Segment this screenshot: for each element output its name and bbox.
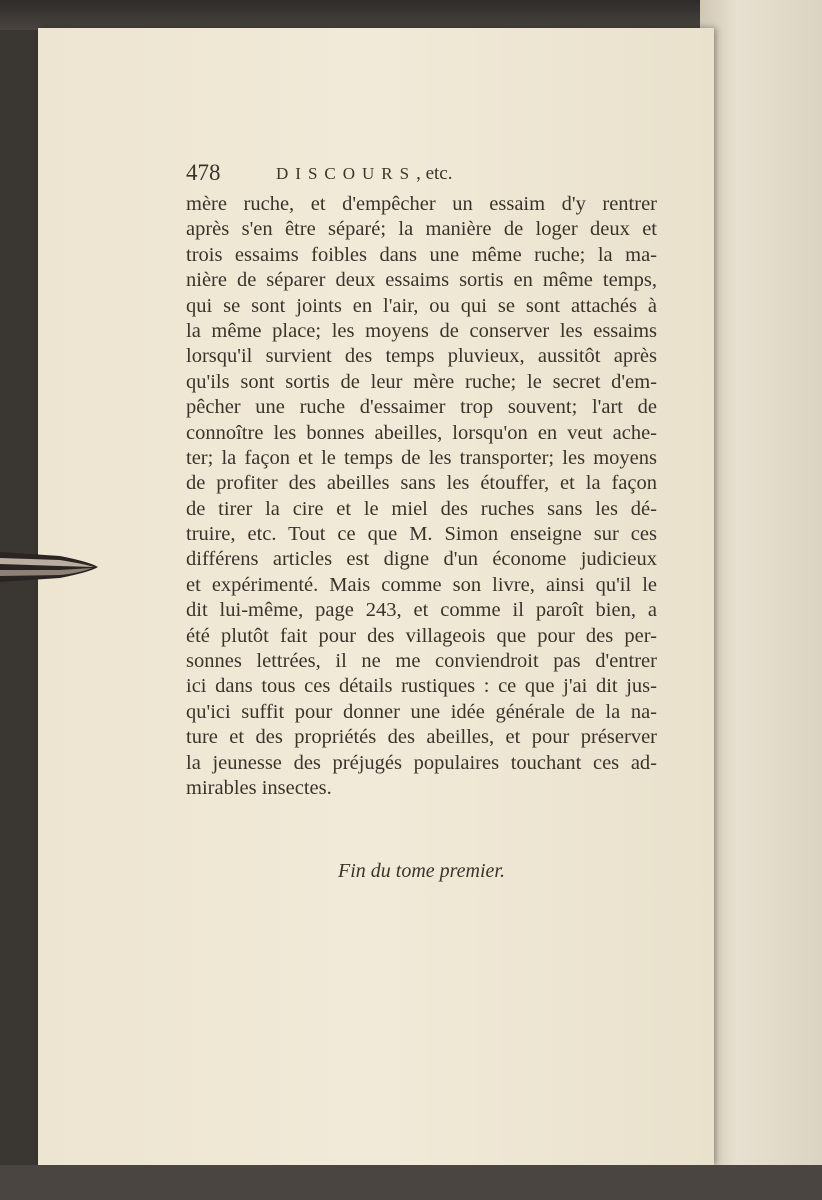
background-top	[0, 0, 822, 30]
text-line: sonnes lettrées, il ne me conviendroit pas d'entrer	[186, 650, 657, 673]
facing-page-edge	[700, 0, 822, 1200]
text-line: qui se sont joints en l'air, ou qui se sont attachés à	[186, 294, 657, 317]
page-number: 478	[186, 160, 221, 185]
background-bottom	[0, 1165, 822, 1200]
running-title	[276, 163, 453, 185]
page-header	[186, 160, 657, 186]
text-line: été plutôt fait pour des villageois que pour des per-	[186, 624, 657, 647]
closing-line: Fin du tome premier.	[337, 860, 505, 882]
text-line: nière de séparer deux essaims sortis en même temps,	[186, 269, 657, 292]
text-line: lorsqu'il survient des temps pluvieux, aussitôt après	[186, 345, 657, 368]
text-line: mirables insectes.	[186, 776, 332, 799]
pen-nib-icon	[0, 548, 98, 584]
text-line: ture et des propriétés des abeilles, et pour préserver	[186, 726, 657, 749]
text-line: mère ruche, et d'empêcher un essaim d'y rentrer	[186, 193, 657, 215]
body-text	[186, 192, 657, 801]
text-line: différens articles est digne d'un économe judicieux	[186, 548, 657, 571]
text-line: la même place; les moyens de conserver les essaims	[186, 319, 657, 342]
text-line: après s'en être séparé; la manière de loger deux et	[186, 218, 657, 241]
text-line: de profiter des abeilles sans les étouffer, et la façon	[186, 472, 657, 495]
running-title-text: DISCOURS	[276, 164, 417, 183]
text-line: truire, etc. Tout ce que M. Simon enseigne sur ces	[186, 523, 657, 546]
text-line: la jeunesse des préjugés populaires touchant ces ad-	[186, 751, 657, 774]
text-line: qu'ici suffit pour donner une idée générale de la na-	[186, 700, 657, 723]
text-line: dit lui-même, page 243, et comme il paroît bien, a	[186, 599, 657, 622]
text-line: de tirer la cire et le miel des ruches sans les dé-	[186, 497, 657, 520]
text-line: connoître les bonnes abeilles, lorsqu'on en veut ache-	[186, 421, 657, 444]
text-line: trois essaims foibles dans une même ruche; la ma-	[186, 243, 657, 266]
text-line: qu'ils sont sortis de leur mère ruche; le secret d'em-	[186, 370, 657, 393]
text-line: et expérimenté. Mais comme son livre, ainsi qu'il le	[186, 573, 657, 596]
text-line: pêcher une ruche d'essaimer trop souvent; l'art de	[186, 396, 657, 419]
text-line: ici dans tous ces détails rustiques : ce que j'ai dit jus-	[186, 675, 657, 698]
running-title-suffix: , etc.	[416, 163, 453, 184]
text-line: ter; la façon et le temps de les transporter; les moyens	[186, 446, 657, 469]
